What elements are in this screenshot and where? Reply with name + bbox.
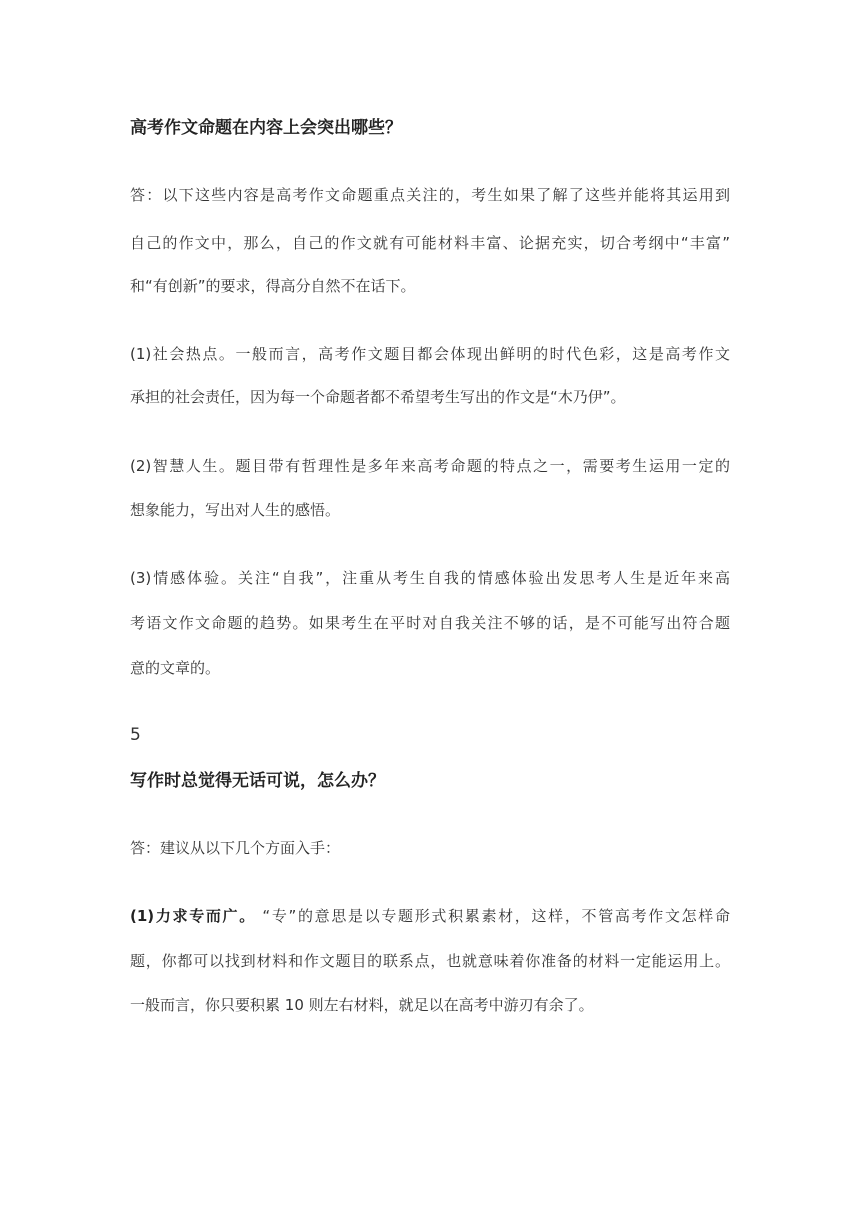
paragraph-line: 一般而言，你只要积累 10 则左右材料，就足以在高考中游刃有余了。 [130, 996, 594, 1014]
paragraph-line: 题，你都可以找到材料和作文题目的联系点，也就意味着你准备的材料一定能运用上。 [130, 952, 730, 970]
paragraph-line: 和“有创新”的要求，得高分自然不在话下。 [130, 277, 416, 295]
section-heading: 高考作文命题在内容上会突出哪些？ [130, 118, 402, 138]
point-text: “专”的意思是以专题形式积累素材，这样，不管高考作文怎样命 [255, 907, 730, 925]
paragraph-line: (2)智慧人生。题目带有哲理性是多年来高考命题的特点之一，需要考生运用一定的 [130, 457, 730, 475]
point-title: (1)力求专而广。 [130, 907, 256, 925]
section-heading: 写作时总觉得无话可说，怎么办？ [130, 771, 385, 791]
paragraph-line: (1)社会热点。一般而言，高考作文题目都会体现出鲜明的时代色彩，这是高考作文 [130, 345, 730, 363]
section-number: 5 [130, 725, 141, 745]
paragraph-line: 答：以下这些内容是高考作文命题重点关注的，考生如果了解了这些并能将其运用到 [130, 186, 730, 204]
paragraph-line: 自己的作文中，那么，自己的作文就有可能材料丰富、论据充实，切合考纲中“丰富” [130, 234, 730, 252]
paragraph-line: 意的文章的。 [130, 659, 221, 677]
paragraph-line: 考语文作文命题的趋势。如果考生在平时对自我关注不够的话，是不可能写出符合题 [130, 614, 730, 632]
paragraph-line: 承担的社会责任，因为每一个命题者都不希望考生写出的作文是“木乃伊”。 [130, 388, 626, 406]
paragraph-line [130, 905, 730, 927]
paragraph-line: 答：建议从以下几个方面入手： [130, 839, 341, 857]
paragraph-line: 想象能力，写出对人生的感悟。 [130, 501, 341, 519]
paragraph-line: (3)情感体验。关注“自我”，注重从考生自我的情感体验出发思考人生是近年来高 [130, 569, 730, 587]
